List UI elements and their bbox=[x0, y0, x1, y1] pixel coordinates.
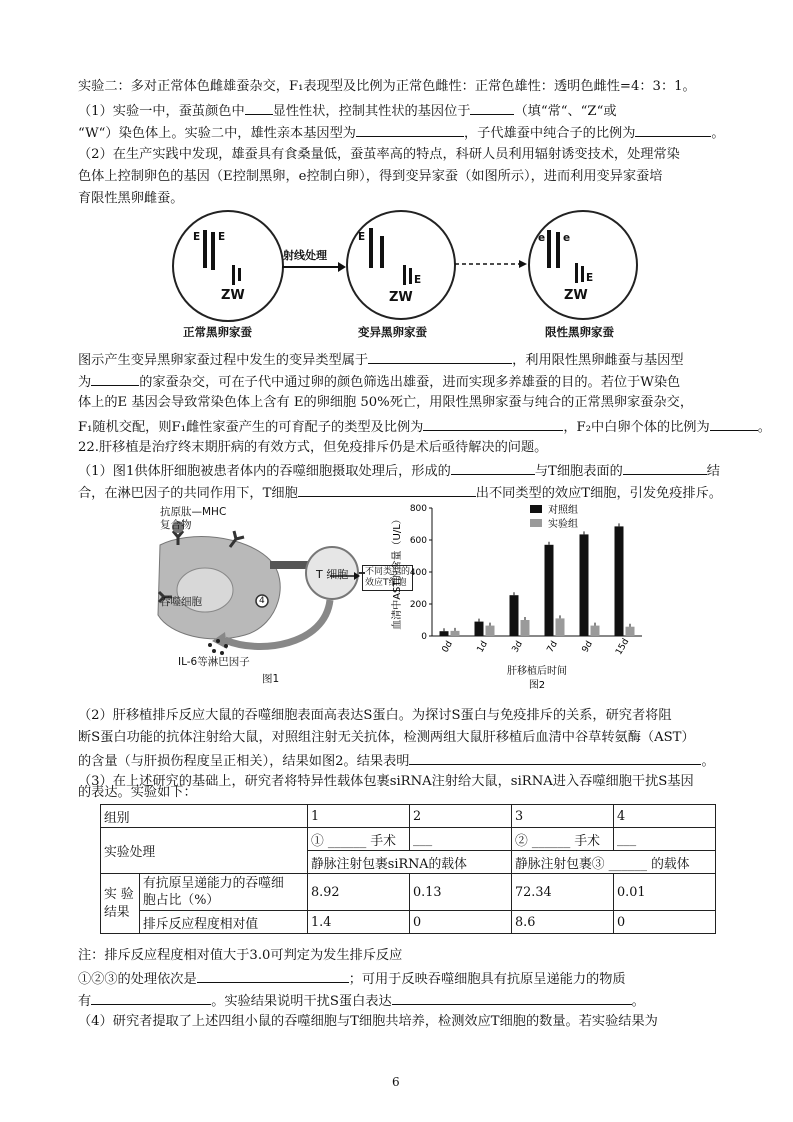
answer-blank[interactable] bbox=[392, 990, 632, 1005]
value-cell: 8.92 bbox=[308, 874, 410, 911]
gene-label: e bbox=[538, 232, 546, 244]
z-chromosome bbox=[403, 265, 406, 285]
text-line: 色体上控制卵色的基因（E控制黑卵，e控制白卵），得到变异家蚕（如图所示），进而利用变异家蚕培 bbox=[78, 169, 663, 184]
figure-caption: 变异黑卵家蚕 bbox=[358, 325, 427, 339]
zw-label: ZW bbox=[564, 288, 588, 303]
figure-caption: 图2 bbox=[528, 680, 546, 691]
value-cell: 72.34 bbox=[512, 874, 614, 911]
z-chromosome bbox=[232, 265, 235, 285]
text-line: ①②③的处理依次是 ；可用于反映吞噬细胞具有抗原呈递能力的物质 bbox=[78, 968, 626, 989]
question-1-line: “W“）染色体上。实验二中，雄性亲本基因型为 ，子代雄蚕中纯合子的比例为 。 bbox=[78, 122, 725, 143]
note-line: 注：排斥反应程度相对值大于3.0可判定为发生排斥反应 bbox=[78, 948, 403, 963]
w-chromosome bbox=[409, 268, 412, 284]
group-number: 1 bbox=[308, 805, 410, 828]
ast-bar-chart bbox=[380, 496, 650, 696]
value-cell: 0.13 bbox=[410, 874, 512, 911]
text-line: （1）图1供体肝细胞被患者体内的吞噬细胞摄取处理后，形成的 与T细胞表面的 结 bbox=[78, 460, 720, 481]
bar-control bbox=[580, 534, 589, 636]
bar-experiment bbox=[486, 626, 495, 636]
legend-label: 对照组 bbox=[548, 505, 578, 516]
chromosome bbox=[547, 230, 551, 268]
treatment-cell: ___ bbox=[614, 828, 716, 851]
bar-experiment bbox=[521, 620, 530, 636]
header-result: 实 验 结果 bbox=[101, 874, 140, 934]
x-tick-label: 7d bbox=[545, 639, 560, 655]
text-line: 体上的E 基因会导致常染色体上含有 E的卵细胞 50%死亡，用限性黑卵家蚕与纯合的正常黑卵家蚕杂交， bbox=[78, 395, 694, 410]
bar-control bbox=[615, 526, 624, 636]
dashed-arrow bbox=[455, 259, 527, 269]
answer-blank[interactable] bbox=[470, 100, 514, 115]
chromosome bbox=[380, 236, 384, 268]
treatment-cell: ___ bbox=[410, 828, 512, 851]
chromosome bbox=[203, 230, 207, 268]
metric-label: 排斥反应程度相对值 bbox=[140, 911, 308, 934]
treatment-cell[interactable]: 静脉注射包裹③ ______ 的载体 bbox=[512, 851, 716, 874]
x-tick-label: 0d bbox=[440, 639, 455, 655]
y-tick-label: 0 bbox=[421, 632, 427, 642]
y-tick-label: 800 bbox=[409, 504, 427, 514]
w-chromosome bbox=[581, 266, 584, 282]
answer-blank[interactable] bbox=[356, 122, 464, 137]
answer-blank[interactable] bbox=[623, 460, 707, 475]
bar-experiment bbox=[591, 626, 600, 636]
legend-swatch bbox=[530, 519, 542, 527]
x-tick-label: 1d bbox=[475, 639, 490, 655]
chromosome bbox=[556, 232, 560, 268]
zw-label: ZW bbox=[221, 288, 245, 303]
header-treatment: 实验处理 bbox=[101, 828, 308, 874]
text-line: （2）在生产实践中发现，雄蚕具有食桑量低，蚕茧率高的特点，科研人员利用辐射诱变技术，处理常染 bbox=[78, 147, 680, 162]
gene-label: E bbox=[193, 231, 201, 243]
bar-experiment bbox=[556, 618, 565, 636]
value-cell: 1.4 bbox=[308, 911, 410, 934]
answer-blank[interactable] bbox=[409, 750, 701, 765]
bar-experiment bbox=[626, 627, 635, 636]
gene-label: E bbox=[218, 231, 226, 243]
treatment-cell[interactable]: ① ______ 手术 bbox=[308, 828, 410, 851]
treatment-cell: 静脉注射包裹siRNA的载体 bbox=[308, 851, 512, 874]
cell-circle bbox=[172, 210, 284, 322]
phagocyte-label: 吞噬细胞 bbox=[160, 596, 202, 608]
text-line: （4）研究者提取了上述四组小鼠的吞噬细胞与T细胞共培养，检测效应T细胞的数量。若实验结果为 bbox=[78, 1014, 658, 1029]
text-line: （2）肝移植排斥反应大鼠的吞噬细胞表面高表达S蛋白。为探讨S蛋白与免疫排斥的关系，研究者将阻 bbox=[78, 708, 672, 723]
arrow-to-effector bbox=[330, 571, 360, 581]
solid-arrow bbox=[282, 262, 346, 272]
chromosome bbox=[369, 228, 373, 268]
z-chromosome bbox=[575, 263, 578, 283]
value-cell: 0 bbox=[410, 911, 512, 934]
answer-blank[interactable] bbox=[635, 122, 711, 137]
x-tick-label: 9d bbox=[580, 639, 595, 655]
y-axis-label: 血清中AST的含量（U/L） bbox=[392, 514, 403, 630]
text-line: 实验二：多对正常体色雌雄蚕杂交，F₁表现型及比例为正常色雌性：正常色雄性：透明色雌性=4：3：1。 bbox=[78, 79, 696, 94]
step-number: 4 bbox=[259, 596, 265, 606]
answer-blank[interactable] bbox=[423, 416, 563, 431]
bar-control bbox=[510, 595, 519, 636]
text-line: 图示产生变异黑卵家蚕过程中发生的变异类型属于 ，利用限性黑卵雌蚕与基因型 bbox=[78, 349, 684, 370]
text-line: 的表达。实验如下： bbox=[78, 785, 197, 800]
y-tick-label: 600 bbox=[409, 536, 427, 546]
complex-label: 抗原肽—MHC 复合物 bbox=[160, 506, 227, 531]
text-line: （3）在上述研究的基础上，研究者将特异性载体包裹siRNA注射给大鼠，siRNA进入吞噬细胞干扰S基因 bbox=[78, 774, 694, 789]
arrow-label: 射线处理 bbox=[283, 249, 327, 262]
cell-circle bbox=[528, 210, 638, 320]
zw-label: ZW bbox=[389, 290, 413, 305]
bar-experiment bbox=[451, 631, 460, 636]
answer-blank[interactable] bbox=[710, 416, 758, 431]
bar-control bbox=[440, 631, 449, 636]
bar-control bbox=[545, 545, 554, 636]
group-number: 4 bbox=[614, 805, 716, 828]
header-group: 组别 bbox=[101, 805, 308, 828]
treatment-cell[interactable]: ② ______ 手术 bbox=[512, 828, 614, 851]
answer-blank[interactable] bbox=[298, 482, 476, 497]
legend-swatch bbox=[530, 505, 542, 513]
figure-caption: 限性黑卵家蚕 bbox=[545, 325, 614, 339]
gene-label: E bbox=[414, 274, 422, 286]
text-line: 的含量（与肝损伤程度呈正相关），结果如图2。结果表明 。 bbox=[78, 750, 715, 771]
w-chromosome bbox=[238, 268, 241, 281]
x-tick-label: 3d bbox=[510, 639, 525, 655]
text-line: 育限性黑卵雌蚕。 bbox=[78, 191, 184, 206]
group-number: 2 bbox=[410, 805, 512, 828]
x-tick-label: 15d bbox=[614, 637, 632, 657]
page-number: 6 bbox=[392, 1075, 400, 1089]
answer-blank[interactable] bbox=[451, 460, 535, 475]
text-line: F₁随机交配，则F₁雌性家蚕产生的可育配子的类型及比例为 ，F₂中白卵个体的比例为 。 bbox=[78, 416, 771, 437]
y-tick-label: 400 bbox=[409, 568, 427, 578]
figure-caption: 图1 bbox=[262, 673, 280, 685]
answer-blank[interactable] bbox=[91, 990, 211, 1005]
chromosome bbox=[211, 232, 215, 270]
question-1-line: （1）实验一中，蚕茧颜色中 显性性状，控制其性状的基因位于 （填“常“、“Z“或 bbox=[78, 100, 617, 121]
x-axis-label: 肝移植后时间 bbox=[507, 666, 567, 677]
answer-blank[interactable] bbox=[368, 349, 512, 364]
value-cell: 8.6 bbox=[512, 911, 614, 934]
effector-tcell-label: 不同类型的 效应T细胞 bbox=[362, 565, 413, 591]
value-cell: 0 bbox=[614, 911, 716, 934]
legend-label: 实验组 bbox=[548, 519, 578, 530]
text-line: 为 的家蚕杂交，可在子代中通过卵的颜色筛选出雄蚕，进而实现多养雄蚕的目的。若位于W染色 bbox=[78, 371, 680, 392]
tcell-label: T 细胞 bbox=[316, 568, 349, 581]
y-tick-label: 200 bbox=[409, 600, 427, 610]
gene-label: E bbox=[586, 272, 594, 284]
answer-blank[interactable] bbox=[197, 968, 349, 983]
metric-label: 有抗原呈递能力的吞噬细 胞占比（%） bbox=[140, 874, 308, 911]
group-number: 3 bbox=[512, 805, 614, 828]
cytokine-label: IL-6等淋巴因子 bbox=[178, 656, 250, 668]
question-22-title: 22.肝移植是治疗终末期肝病的有效方式，但免疫排斥仍是术后亟待解决的问题。 bbox=[78, 440, 548, 455]
gene-label: E bbox=[358, 231, 366, 243]
answer-blank[interactable] bbox=[245, 100, 273, 115]
text-line: 断S蛋白功能的抗体注射给大鼠，对照组注射无关抗体，检测两组大鼠肝移植后血清中谷草转氨酶（AST） bbox=[78, 730, 695, 745]
bar-control bbox=[475, 622, 484, 636]
answer-blank[interactable] bbox=[91, 371, 139, 386]
text-line: 合，在淋巴因子的共同作用下，T细胞 出不同类型的效应T细胞，引发免疫排斥。 bbox=[78, 482, 722, 503]
figure-caption: 正常黑卵家蚕 bbox=[183, 325, 252, 339]
gene-label: e bbox=[563, 232, 571, 244]
text-line: 有 。实验结果说明干扰S蛋白表达 。 bbox=[78, 990, 645, 1011]
value-cell: 0.01 bbox=[614, 874, 716, 911]
experiment-table bbox=[100, 804, 716, 934]
